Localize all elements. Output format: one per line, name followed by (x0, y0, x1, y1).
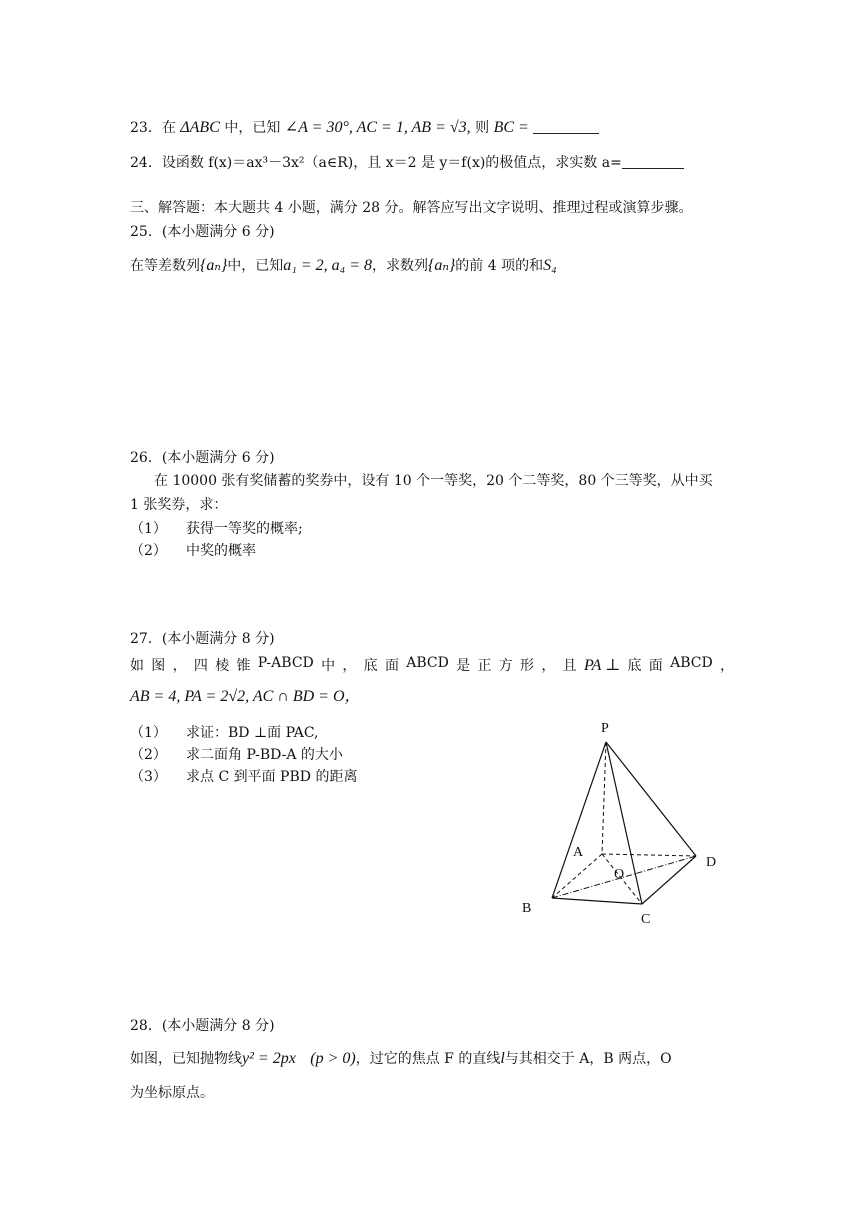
q24-answer-blank[interactable] (622, 154, 684, 169)
q23-text-c: 则 (470, 120, 494, 136)
q26-item-1-text: 获得一等奖的概率; (186, 521, 303, 537)
q27-w7: 中 (321, 658, 336, 674)
q27-w2: ， (172, 658, 187, 674)
q23-conditions: ∠A = 30°, AC = 1, AB = √3, (284, 119, 471, 136)
q27-item-1-text: 求证：BD ⊥面 PAC, (186, 725, 319, 741)
q26-item-1 (130, 518, 303, 538)
q28-text-a: 如图，已知抛物线 (130, 1051, 242, 1067)
q27-item-2-text: 求二面角 P-BD-A 的大小 (186, 747, 343, 763)
q27-item-3-num: （3） (130, 769, 167, 785)
q28-line-l: l (500, 1050, 505, 1067)
pyramid-figure (500, 710, 740, 940)
q27-line1 (130, 655, 734, 675)
q25-body (130, 256, 557, 276)
q27-w10: 面 (384, 658, 399, 674)
question-23 (130, 118, 599, 138)
q27-w0: 如 (130, 658, 144, 674)
q27-w13: 正 (477, 658, 492, 674)
q23-text-a: 23．在 (130, 120, 181, 136)
label-A: A (573, 845, 584, 860)
q26-line1: 在 10000 张有奖储蓄的奖券中，设有 10 个一等奖，20 个二等奖，80 个三等奖，从中买 (154, 473, 713, 489)
q25-text-d: 的前 4 项的和 (455, 258, 544, 274)
q27-item-2 (130, 744, 343, 764)
q26-header: 26．(本小题满分 6 分) (130, 450, 275, 466)
question-24 (130, 153, 684, 173)
section-3-heading: 三、解答题：本大题共 4 小题，满分 28 分。解答应写出文字说明、推理过程或演算步骤。 (130, 200, 693, 216)
q28-text-b: ，过它的焦点 F 的直线 (355, 1051, 501, 1067)
label-O: O (614, 867, 625, 882)
q27-w9: 底 (363, 658, 378, 674)
q23-triangle: ΔABC (180, 119, 220, 136)
q27-w6: P-ABCD (257, 655, 314, 671)
label-B: B (522, 901, 532, 916)
q26-item-1-num: （1） (130, 521, 167, 537)
q27-w17: 且 (562, 658, 577, 674)
q25-text-b: 中，已知 (227, 258, 284, 274)
q26-item-2-text: 中奖的概率 (186, 543, 256, 559)
q27-w16: ， (541, 658, 556, 674)
q27-w21: ABCD (670, 655, 713, 671)
edge-PA-hidden (602, 742, 606, 854)
q28-condition: (p > 0) (310, 1050, 356, 1067)
q27-w15: 形 (520, 658, 535, 674)
q25-header: 25．(本小题满分 6 分) (130, 224, 275, 240)
q27-w18: PA ⊥ (583, 657, 621, 674)
q27-item-2-num: （2） (130, 747, 167, 763)
q28-text-c: 与其相交于 A，B 两点，O (504, 1051, 672, 1067)
edge-PD (606, 742, 696, 856)
q27-line2: AB = 4, PA = 2√2, AC ∩ BD = O， (130, 688, 361, 705)
edge-AD-hidden (602, 854, 696, 856)
q27-item-3-text: 求点 C 到平面 PBD 的距离 (186, 769, 358, 785)
q26-item-2-num: （2） (130, 543, 167, 559)
q23-target: BC = (493, 119, 529, 136)
q27-w19: 底 (627, 658, 642, 674)
edge-CD (642, 856, 696, 904)
q27-w5: 锥 (236, 658, 251, 674)
q26-line2: 1 张奖券，求： (130, 497, 228, 513)
q25-sequence-2: {aₙ} (428, 257, 456, 274)
q28-line2: 为坐标原点。 (130, 1085, 214, 1101)
q25-text-a: 在等差数列 (130, 258, 200, 274)
q26-item-2 (130, 540, 256, 560)
label-D: D (706, 855, 717, 870)
q27-item-1-num: （1） (130, 725, 167, 741)
q28-line1 (130, 1049, 672, 1069)
q25-conditions: a₁ = 2, a₄ = 8 (283, 257, 372, 274)
q27-header: 27．(本小题满分 8 分) (130, 631, 275, 647)
q27-w22: ， (719, 658, 734, 674)
edge-BC (552, 898, 642, 904)
q27-w11: ABCD (406, 655, 449, 671)
q27-w1: 图 (151, 658, 166, 674)
q27-w14: 方 (498, 658, 513, 674)
q23-text-b: 中，已知 (219, 120, 285, 136)
q27-w4: 棱 (215, 658, 230, 674)
label-P: P (601, 721, 609, 736)
q27-item-3 (130, 766, 357, 786)
q25-target: S₄ (543, 257, 557, 274)
q24-text: 24．设函数 f(x)＝ax³－3x²（a∈R)，且 x＝2 是 y＝f(x)的极值点，求实数 a= (130, 155, 622, 171)
q27-w8: ， (342, 658, 357, 674)
q27-item-1 (130, 722, 319, 742)
q27-w12: 是 (456, 658, 471, 674)
q23-answer-blank[interactable] (533, 119, 599, 134)
q25-sequence: {aₙ} (200, 257, 228, 274)
q28-header: 28．(本小题满分 8 分) (130, 1018, 275, 1034)
q27-w20: 面 (648, 658, 663, 674)
q28-equation: y² = 2px (242, 1050, 296, 1067)
q27-w3: 四 (193, 658, 208, 674)
q25-text-c: ，求数列 (372, 258, 428, 274)
label-C: C (641, 912, 651, 927)
